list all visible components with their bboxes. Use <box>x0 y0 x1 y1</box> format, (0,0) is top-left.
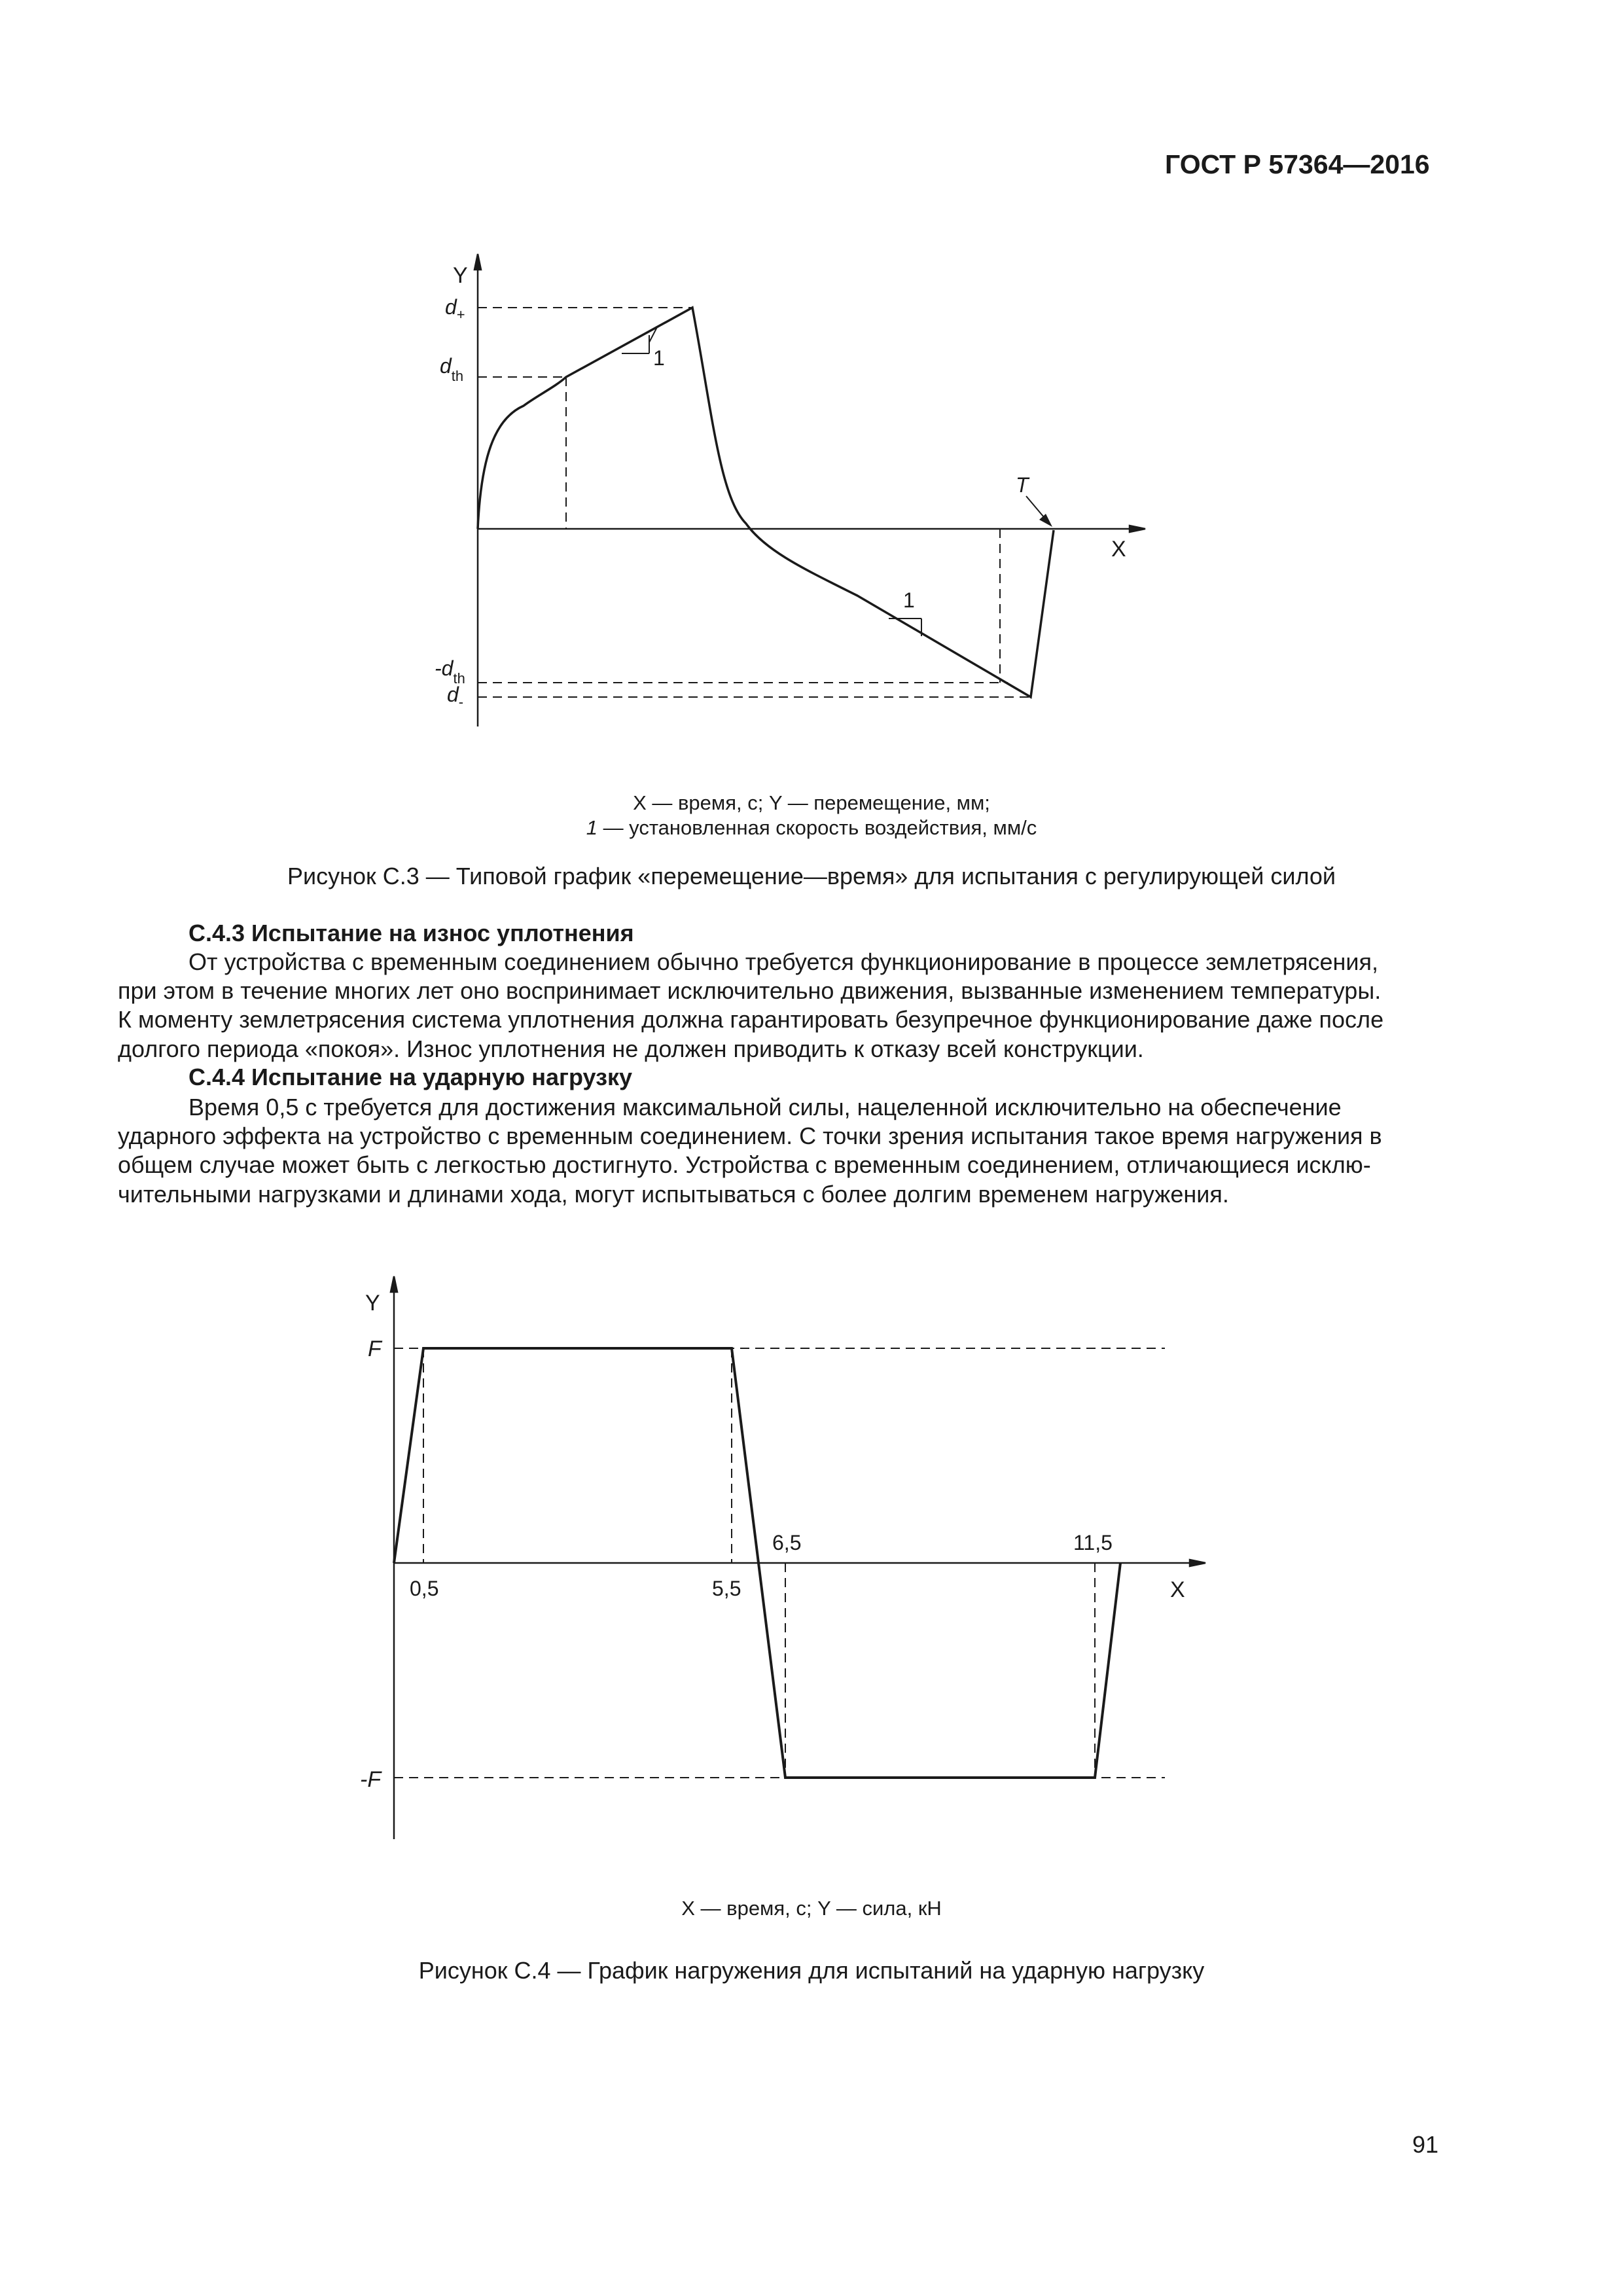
d-th-subscript: th <box>451 368 464 384</box>
t-label: T <box>1016 473 1029 497</box>
section-c44-heading: С.4.4 Испытание на ударную нагрузку <box>188 1064 633 1090</box>
x-axis-label: X <box>1170 1577 1185 1602</box>
page-number: 91 <box>1412 2131 1439 2158</box>
section-c44-paragraph <box>118 1093 1448 1209</box>
t-pointer-line <box>1026 496 1044 517</box>
tick-label-115: 11,5 <box>1073 1531 1113 1554</box>
t-pointer-arrow <box>1039 514 1052 527</box>
c44-line-3: общем случае может быть с легкостью достигнуто. Устройства с временным соединением, отличающиеся исклю- <box>118 1151 1371 1179</box>
legend-text: — установленная скорость воздействия, мм/с <box>597 816 1037 839</box>
section-c43-paragraph <box>118 948 1448 1064</box>
figure-c3-legend <box>0 791 1623 840</box>
tick-label-05: 0,5 <box>410 1577 439 1600</box>
svg-text:d- <box>447 683 463 710</box>
y-axis-arrow <box>474 254 481 270</box>
svg-text:dth <box>440 354 463 384</box>
c44-line-2: ударного эффекта на устройство с временным соединением. С точки зрения испытания такое время нагружения в <box>118 1122 1382 1150</box>
figure-c4-legend: X — время, с; Y — сила, кН <box>681 1897 942 1920</box>
neg-d-th-label: -d <box>435 656 454 680</box>
c43-line-4: долгого периода «покоя». Износ уплотнения не должен приводить к отказу всей конструкции. <box>118 1035 1144 1062</box>
document-code: ГОСТ Р 57364—2016 <box>1165 149 1430 179</box>
tick-label-55: 5,5 <box>712 1577 741 1600</box>
tick-label-65: 6,5 <box>772 1531 802 1554</box>
d-th-label: d <box>440 354 452 378</box>
y-axis-label: Y <box>453 263 468 288</box>
figure-c4-load-chart <box>340 1270 1257 1846</box>
d-minus-subscript: - <box>458 694 464 710</box>
d-minus-label: d <box>447 683 459 706</box>
x-axis-arrow <box>1190 1560 1205 1566</box>
figure-c3-legend-line2 <box>0 816 1623 840</box>
c44-line-1: Время 0,5 с требуется для достижения максимальной силы, нацеленной исключительно на обеспечение <box>188 1094 1342 1121</box>
slope-label-lower: 1 <box>903 588 915 612</box>
svg-text:d+ <box>445 295 465 323</box>
c44-line-4: чительными нагрузками и длинами хода, могут испытываться с более долгим временем нагружения. <box>118 1180 1229 1208</box>
d-plus-label: d <box>445 295 457 319</box>
slope-label-upper: 1 <box>653 346 665 370</box>
c43-line-2: при этом в течение многих лет оно воспринимает исключительно движения, вызванные изменением температуры. <box>118 977 1382 1005</box>
section-c43-heading: С.4.3 Испытание на износ уплотнения <box>188 920 634 946</box>
x-axis-arrow <box>1130 526 1145 532</box>
figure-c3-legend-line1: X — время, с; Y — перемещение, мм; <box>633 791 990 814</box>
neg-f-label: -F <box>360 1767 382 1792</box>
displacement-curve <box>478 308 1054 697</box>
figure-c3-caption: Рисунок С.3 — Типовой график «перемещение—время» для испытания с регулирующей силой <box>287 863 1336 889</box>
c43-line-3: К моменту землетрясения система уплотнения должна гарантировать безупречное функционирование даже после <box>118 1006 1384 1033</box>
figure-c3-displacement-time-chart <box>380 249 1165 733</box>
y-axis-arrow <box>391 1276 397 1292</box>
f-label: F <box>368 1336 382 1361</box>
legend-number: 1 <box>586 816 597 839</box>
y-axis-label: Y <box>365 1291 380 1316</box>
d-plus-subscript: + <box>456 306 465 323</box>
c43-line-1: От устройства с временным соединением обычно требуется функционирование в процессе землетрясения, <box>188 948 1378 975</box>
x-axis-label: X <box>1111 537 1126 562</box>
figure-c4-caption: Рисунок С.4 — График нагружения для испытаний на ударную нагрузку <box>418 1957 1205 1984</box>
neg-d-th-subscript: th <box>453 670 465 687</box>
